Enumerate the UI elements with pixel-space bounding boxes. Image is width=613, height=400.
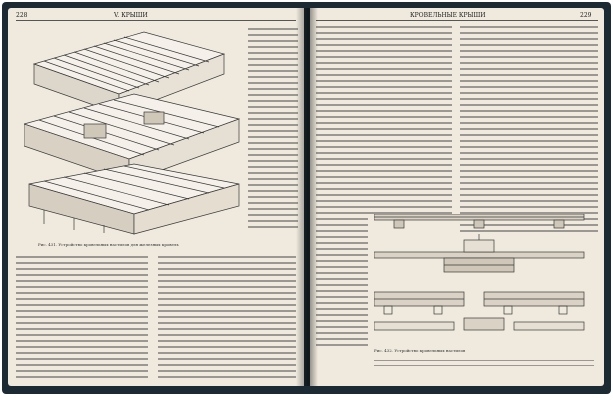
book-gutter-shadow [296,8,318,386]
left-body-column-2 [158,256,296,382]
right-caption-continuation [374,360,594,370]
right-body-column-1 [316,26,452,218]
left-page-number: 228 [16,12,28,19]
right-header-rule [316,20,598,21]
left-figure-caption: Рис. 431. Устройство кровельных настилов для железных кровель [38,242,179,247]
right-figure-side-text [316,218,368,350]
left-running-head: V. КРЫШИ [114,12,148,19]
left-side-column-text [248,28,298,232]
left-page [8,8,304,386]
right-illustration [374,214,594,342]
roof-construction-drawing [24,24,244,239]
roof-section-drawings [374,214,594,342]
right-page-number: 229 [580,12,592,19]
left-body-column-1 [16,256,148,382]
right-page [310,8,604,386]
right-running-head: КРОВЕЛЬНЫЕ КРЫШИ [410,12,486,19]
right-body-column-2 [460,26,598,236]
left-header-rule [16,20,296,21]
left-illustration [24,24,244,239]
right-figure-caption: Рис. 432. Устройство кровельных настилов [374,348,466,353]
